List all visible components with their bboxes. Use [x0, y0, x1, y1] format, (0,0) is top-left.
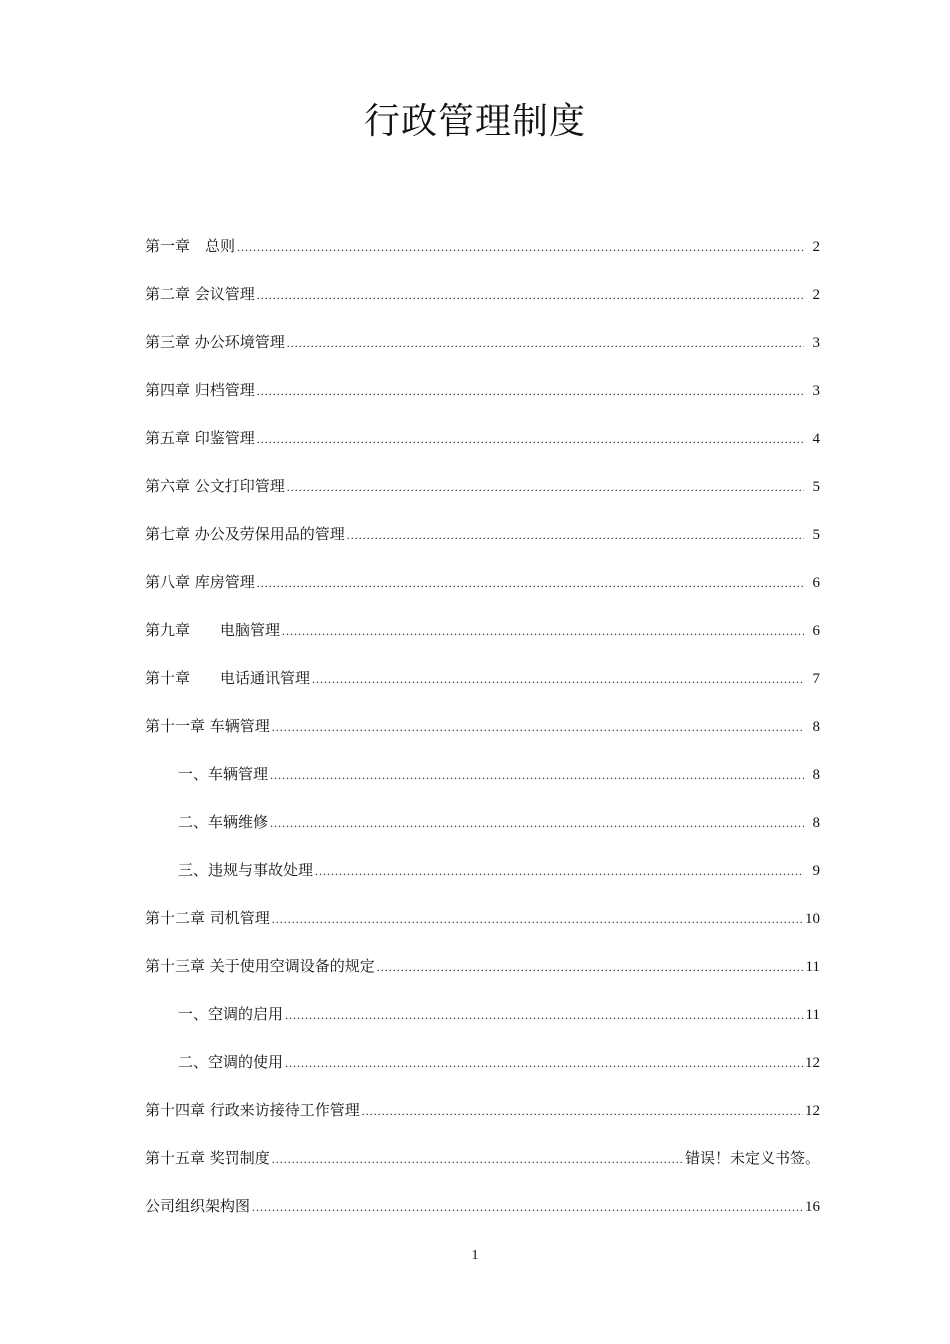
toc-leader-dots — [285, 1001, 804, 1029]
toc-entry[interactable] — [145, 328, 820, 376]
toc-entry-label: 第四章 归档管理 — [145, 381, 255, 399]
toc-entry-label: 二、车辆维修 — [178, 813, 269, 831]
toc-subentry[interactable] — [145, 1000, 820, 1048]
toc-leader-dots — [257, 377, 804, 405]
toc-entry-label: 第十章 电话通讯管理 — [145, 669, 311, 687]
toc-entry-page: 5 — [812, 527, 820, 543]
toc-leader-dots — [270, 761, 804, 789]
toc-entry-label: 第十五章 奖罚制度 — [145, 1149, 270, 1167]
toc-entry-page: 12 — [805, 1055, 820, 1071]
toc-leader-dots — [272, 905, 803, 933]
toc-subentry[interactable] — [145, 1048, 820, 1096]
toc-leader-dots — [257, 569, 804, 597]
toc-entry-label: 第二章 会议管理 — [145, 285, 255, 303]
toc-leader-dots — [272, 713, 804, 741]
toc-entry-label: 第一章 总则 — [145, 237, 236, 255]
toc-leader-dots — [257, 425, 804, 453]
toc-entry[interactable] — [145, 424, 820, 472]
toc-entry-label: 第五章 印鉴管理 — [145, 429, 255, 447]
toc-entry-page: 9 — [812, 863, 820, 879]
toc-leader-dots — [237, 233, 804, 261]
toc-entry-page: 2 — [812, 239, 820, 255]
toc-leader-dots — [347, 521, 804, 549]
toc-entry-page: 8 — [812, 815, 820, 831]
toc-entry-page: 4 — [812, 431, 820, 447]
page-number: 1 — [471, 1248, 479, 1263]
toc-subentry[interactable] — [145, 856, 820, 904]
toc-entry[interactable] — [145, 664, 820, 712]
toc-entry-label: 一、车辆管理 — [178, 765, 269, 783]
toc-entry-page: 6 — [812, 575, 820, 591]
toc-leader-dots — [285, 1049, 803, 1077]
toc-leader-dots — [252, 1193, 803, 1221]
toc-entry[interactable] — [145, 952, 820, 1000]
toc-entry[interactable] — [145, 904, 820, 952]
toc-entry-page: 2 — [812, 287, 820, 303]
document-title: 行政管理制度 — [363, 101, 586, 142]
toc-entry-page: 6 — [812, 623, 820, 639]
toc-entry-page: 11 — [805, 1007, 820, 1023]
toc-subentry[interactable] — [145, 808, 820, 856]
toc-entry-page: 5 — [812, 479, 820, 495]
toc-entry-page: 8 — [812, 767, 820, 783]
toc-entry[interactable] — [145, 376, 820, 424]
toc-entry-page: 10 — [805, 911, 820, 927]
toc-leader-dots — [287, 329, 804, 357]
toc-leader-dots — [377, 953, 804, 981]
toc-entry-label: 第十四章 行政来访接待工作管理 — [145, 1101, 360, 1119]
toc-entry-label: 公司组织架构图 — [145, 1197, 251, 1215]
toc-entry-page: 16 — [805, 1199, 820, 1215]
toc-leader-dots — [272, 1145, 683, 1173]
toc-entry-label: 第三章 办公环境管理 — [145, 333, 285, 351]
toc-leader-dots — [312, 665, 804, 693]
toc-entry-page-error: 错误！未定义书签。 — [684, 1149, 820, 1167]
toc-entry-page: 3 — [812, 335, 820, 351]
toc-entry-page: 12 — [805, 1103, 820, 1119]
table-of-contents — [145, 232, 820, 1240]
toc-entry-label: 第七章 办公及劳保用品的管理 — [145, 525, 345, 543]
toc-entry-label: 第十二章 司机管理 — [145, 909, 270, 927]
toc-leader-dots — [257, 281, 804, 309]
toc-entry[interactable] — [145, 520, 820, 568]
toc-leader-dots — [282, 617, 804, 645]
toc-entry[interactable] — [145, 232, 820, 280]
toc-entry[interactable] — [145, 472, 820, 520]
toc-entry-page: 11 — [805, 959, 820, 975]
toc-entry[interactable] — [145, 280, 820, 328]
toc-entry[interactable] — [145, 616, 820, 664]
toc-leader-dots — [362, 1097, 803, 1125]
toc-entry-page: 7 — [812, 671, 820, 687]
toc-entry-label: 二、空调的使用 — [178, 1053, 284, 1071]
toc-entry-label: 一、空调的启用 — [178, 1005, 284, 1023]
toc-entry-label: 三、违规与事故处理 — [178, 861, 314, 879]
toc-entry[interactable] — [145, 1144, 820, 1192]
toc-leader-dots — [270, 809, 804, 837]
toc-entry[interactable] — [145, 568, 820, 616]
toc-entry-page: 8 — [812, 719, 820, 735]
toc-entry-label: 第八章 库房管理 — [145, 573, 255, 591]
toc-entry-label: 第十三章 关于使用空调设备的规定 — [145, 957, 375, 975]
toc-entry[interactable] — [145, 712, 820, 760]
toc-entry[interactable] — [145, 1192, 820, 1240]
toc-entry-label: 第十一章 车辆管理 — [145, 717, 270, 735]
toc-entry-label: 第六章 公文打印管理 — [145, 477, 285, 495]
toc-subentry[interactable] — [145, 760, 820, 808]
toc-entry[interactable] — [145, 1096, 820, 1144]
toc-entry-label: 第九章 电脑管理 — [145, 621, 281, 639]
toc-entry-page: 3 — [812, 383, 820, 399]
toc-leader-dots — [287, 473, 804, 501]
toc-leader-dots — [315, 857, 804, 885]
